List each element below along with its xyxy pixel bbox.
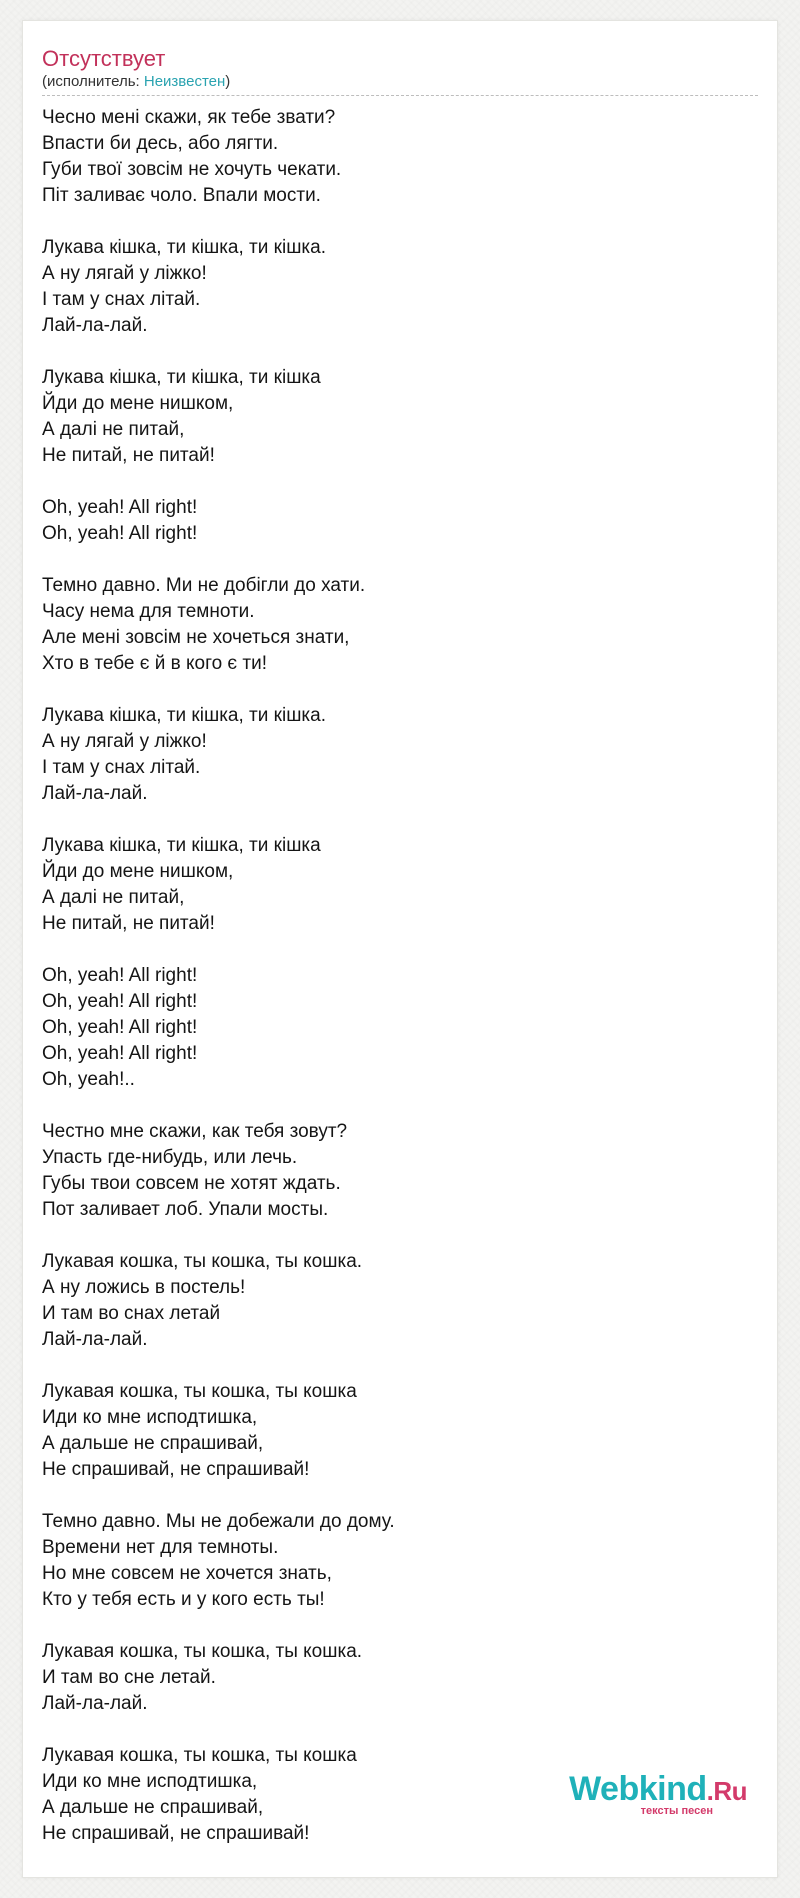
lyrics-stanza [42,235,742,339]
artist-line [42,73,758,91]
lyrics-line: А ну ложись в постель! [42,1277,246,1298]
lyrics-line: Oh, yeah! All right! [42,497,198,518]
lyrics-line: Лукавая кошка, ты кошка, ты кошка [42,1745,357,1766]
lyrics-line: Лай-ла-лай. [42,315,148,336]
lyrics-line: Лукавая кошка, ты кошка, ты кошка [42,1381,357,1402]
lyrics-stanza [42,1379,742,1483]
lyrics-line: А дальше не спрашивай, [42,1433,264,1454]
lyrics-line: И там во сне летай. [42,1667,216,1688]
logo-wordmark [569,1771,747,1809]
lyrics-line: Но мне совсем не хочется знать, [42,1563,332,1584]
lyrics-line: Лукава кішка, ти кішка, ти кішка. [42,705,327,726]
lyrics-line: Времени нет для темноты. [42,1537,279,1558]
lyrics-line: І там у снах літай. [42,757,201,778]
lyrics-stanza [42,833,742,937]
lyrics-stanza [42,365,742,469]
lyrics-line: Йди до мене нишком, [42,861,234,882]
lyrics-line: Лай-ла-лай. [42,1329,148,1350]
lyrics-line: Губы твои совсем не хотят ждать. [42,1173,341,1194]
lyrics-stanza [42,703,742,807]
lyrics-line: Oh, yeah! All right! [42,965,198,986]
lyrics-stanza [42,573,742,677]
lyrics-line: Лукава кішка, ти кішка, ти кішка [42,367,321,388]
logo-tagline: тексты песен [640,1805,713,1817]
lyrics-line: Не спрашивай, не спрашивай! [42,1459,310,1480]
lyrics-line: Oh, yeah! All right! [42,991,198,1012]
lyrics-line: Лукавая кошка, ты кошка, ты кошка. [42,1251,363,1272]
lyrics-line: А ну лягай у ліжко! [42,263,207,284]
lyrics-line: Oh, yeah! All right! [42,1043,198,1064]
lyrics-line: Лукавая кошка, ты кошка, ты кошка. [42,1641,363,1662]
lyrics-line: А дальше не спрашивай, [42,1797,264,1818]
lyrics-line: Иди ко мне исподтишка, [42,1407,258,1428]
lyrics-line: Не питай, не питай! [42,445,215,466]
lyrics-line: Не спрашивай, не спрашивай! [42,1823,310,1844]
lyrics-line: Честно мне скажи, как тебя зовут? [42,1121,348,1142]
lyrics-line: А далі не питай, [42,887,185,908]
lyrics-line: Впасти би десь, або лягти. [42,133,279,154]
lyrics-stanza [42,1509,742,1613]
lyrics-line: Oh, yeah! All right! [42,1017,198,1038]
lyrics-line: Упасть где-нибудь, или лечь. [42,1147,298,1168]
lyrics-line: А далі не питай, [42,419,185,440]
site-logo[interactable] [569,1771,747,1817]
artist-prefix: (исполнитель: [42,73,144,90]
lyrics-stanza [42,105,742,209]
lyrics-line: Не питай, не питай! [42,913,215,934]
lyrics-line: Кто у тебя есть и у кого есть ты! [42,1589,325,1610]
lyrics-line: Чесно мені скажи, як тебе звати? [42,107,336,128]
lyrics-card [22,20,778,1878]
lyrics-line: І там у снах літай. [42,289,201,310]
lyrics-line: Темно давно. Ми не добігли до хати. [42,575,366,596]
lyrics-line: Йди до мене нишком, [42,393,234,414]
lyrics-stanza [42,495,742,547]
artist-suffix: ) [225,73,231,90]
lyrics-line: Лай-ла-лай. [42,1693,148,1714]
lyrics-line: Лукава кішка, ти кішка, ти кішка [42,835,321,856]
lyrics-line: И там во снах летай [42,1303,221,1324]
lyrics-line: Иди ко мне исподтишка, [42,1771,258,1792]
lyrics-body [42,105,742,1873]
lyrics-line: Піт заливає чоло. Впали мости. [42,185,321,206]
logo-tld: .Ru [706,1776,747,1806]
lyrics-line: Часу нема для темноти. [42,601,255,622]
lyrics-stanza [42,1639,742,1717]
lyrics-stanza [42,1119,742,1223]
logo-main-text: Webkind [569,1770,707,1808]
lyrics-line: Пот заливает лоб. Упали мосты. [42,1199,329,1220]
artist-link[interactable]: Неизвестен [143,73,226,90]
lyrics-stanza [42,963,742,1093]
lyrics-line: А ну лягай у ліжко! [42,731,207,752]
lyrics-line: Лай-ла-лай. [42,783,148,804]
song-title: Отсутствует [42,46,166,71]
song-header [42,45,758,96]
lyrics-line: Губи твої зовсім не хочуть чекати. [42,159,342,180]
lyrics-line: Oh, yeah! All right! [42,523,198,544]
lyrics-line: Темно давно. Мы не добежали до дому. [42,1511,395,1532]
lyrics-line: Хто в тебе є й в кого є ти! [42,653,267,674]
lyrics-line: Лукава кішка, ти кішка, ти кішка. [42,237,327,258]
lyrics-line: Oh, yeah!.. [42,1069,135,1090]
lyrics-stanza [42,1249,742,1353]
lyrics-line: Але мені зовсім не хочеться знати, [42,627,350,648]
